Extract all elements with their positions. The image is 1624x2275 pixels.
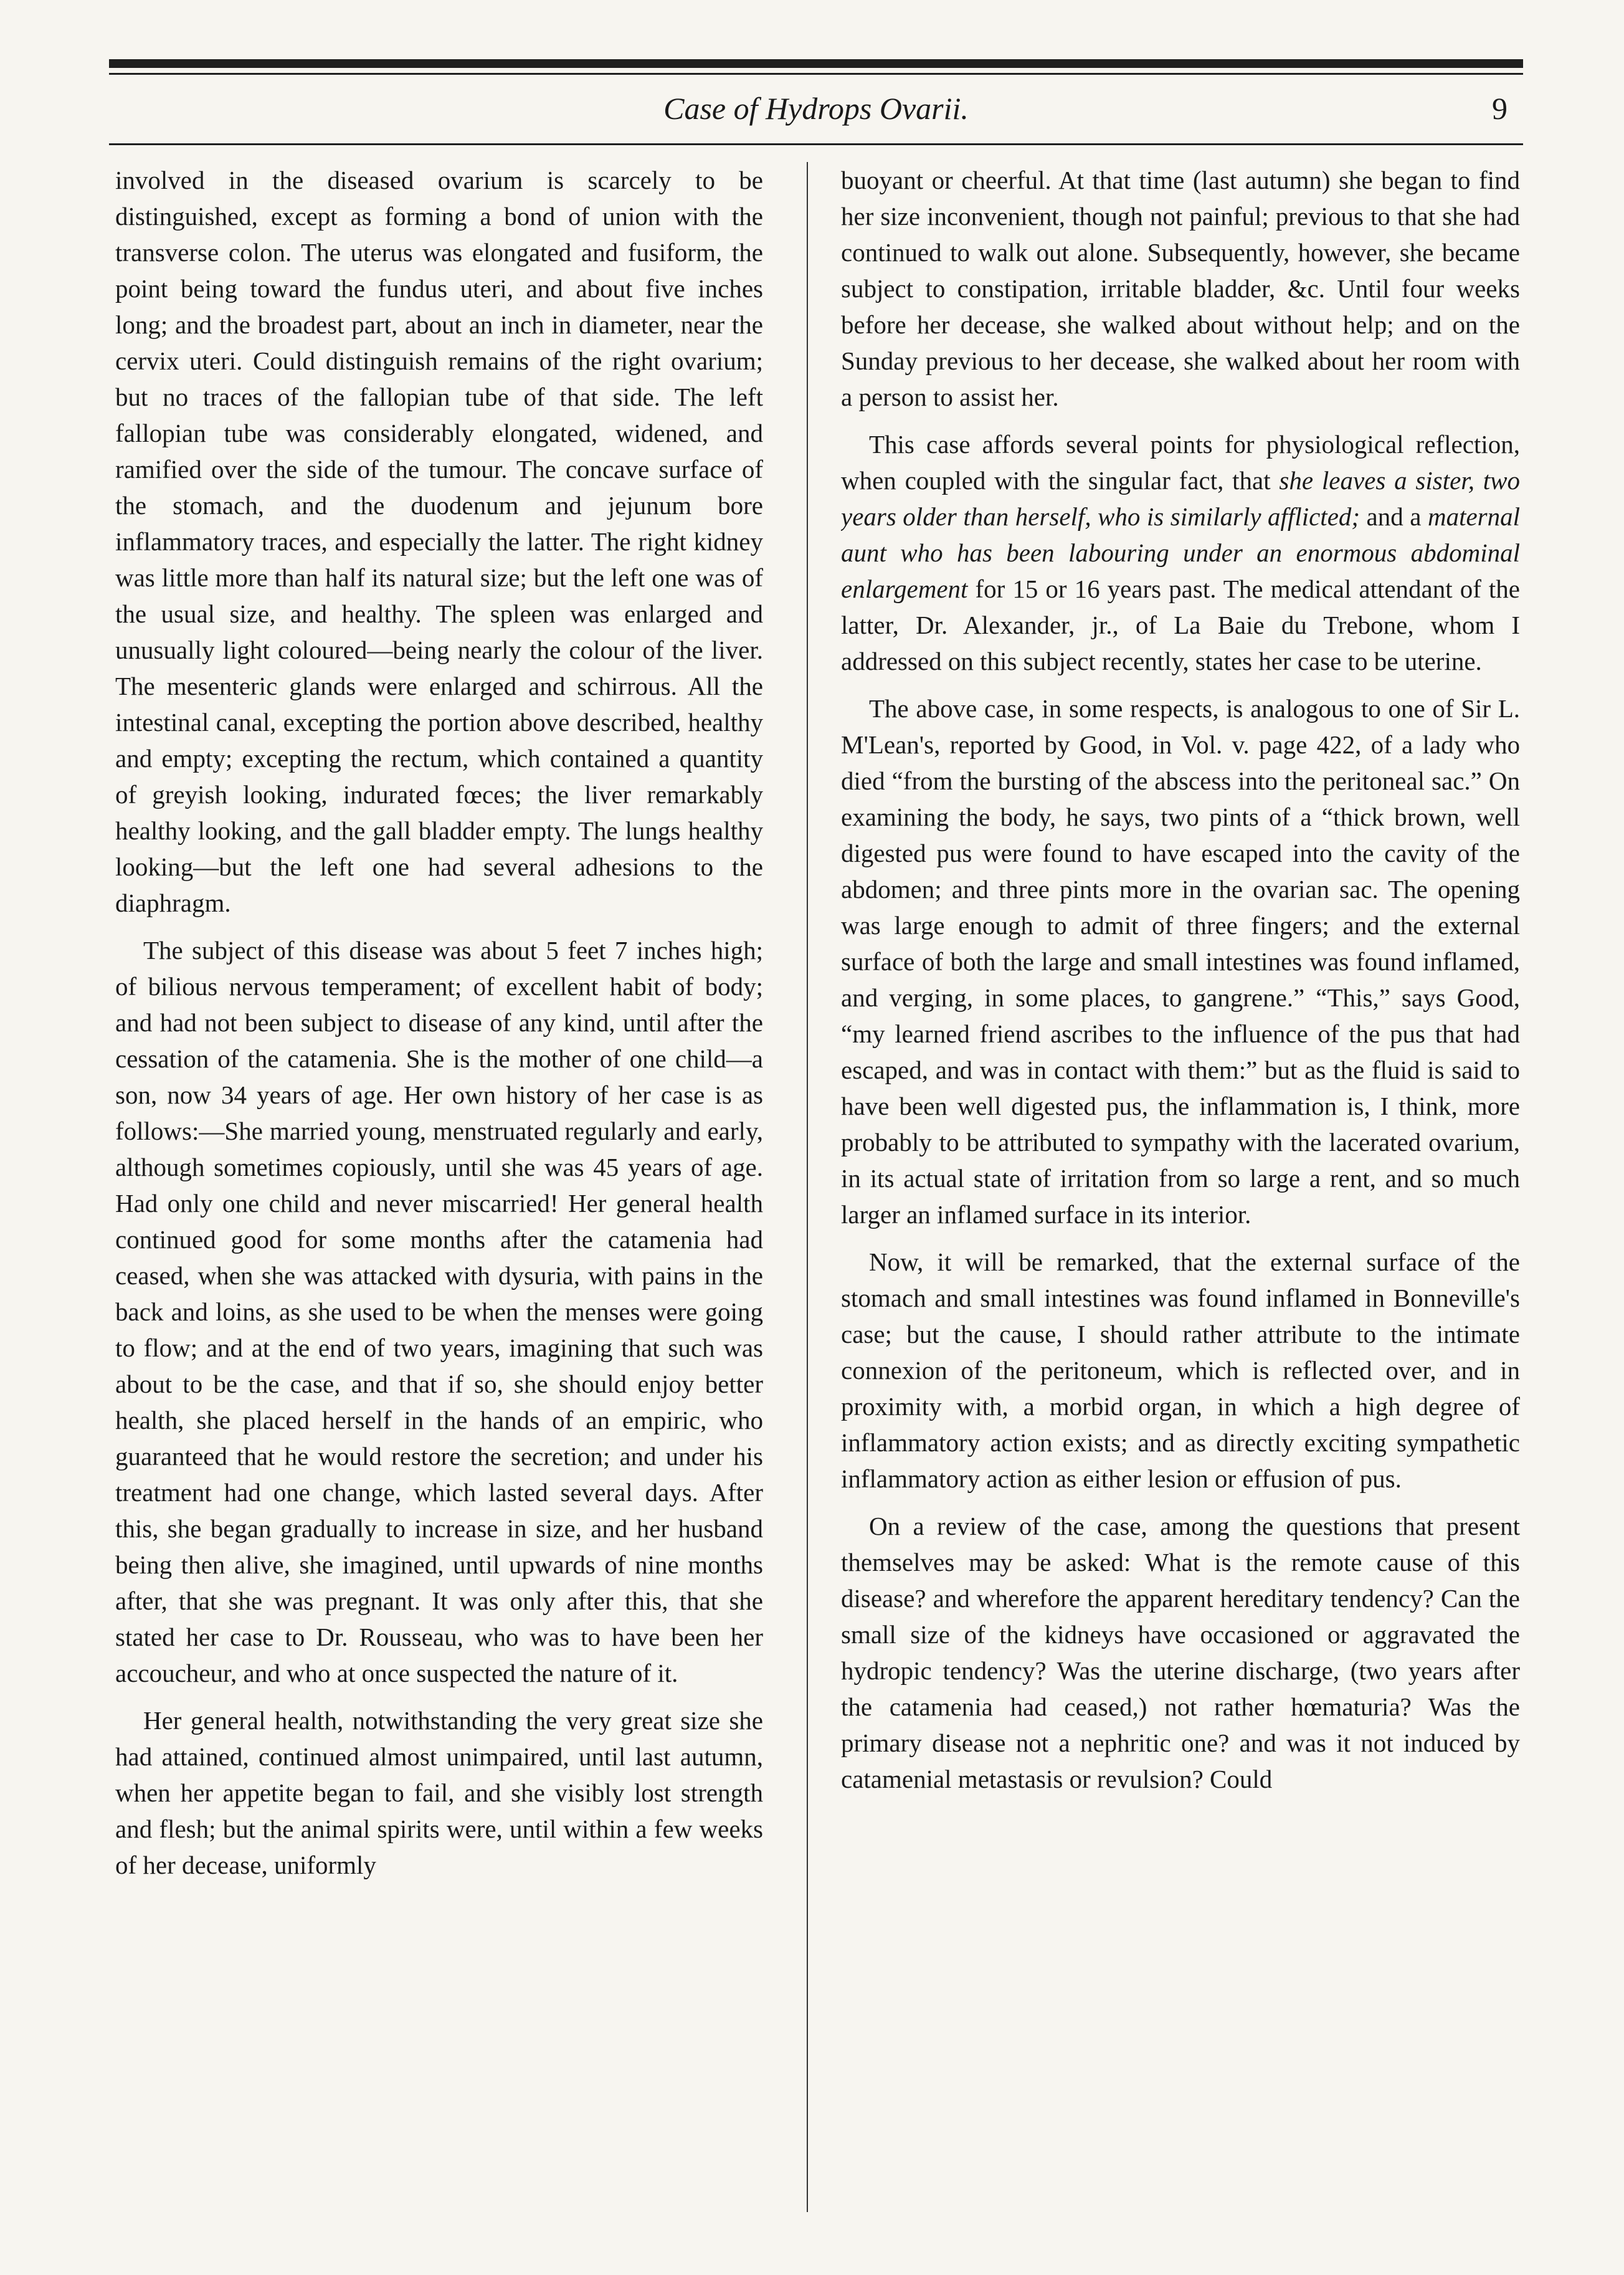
paragraph: Her general health, notwithstanding the very great size she had attained, continued almost unimpaired, until last autumn, when her appetite began to fail, and she visibly lost strength and flesh; but the animal spirits were, until within a few weeks of her decease, uniformly: [115, 1706, 763, 1879]
top-rule-thin: [109, 73, 1523, 75]
text-run: This case affords several points for physiological reflection, when coupled with the singular fact, that: [841, 430, 1520, 495]
paragraph: buoyant or cheerful. At that time (last autumn) she began to find her size inconvenient, though not painful; previous to that she had continued to walk out alone. Subsequently, however, she became subject to constipation, irritable bladder, &c. Until four weeks before her decease, she walked about without help; and on the Sunday previous to her decease, she walked about her room with a person to assist her.: [841, 166, 1520, 411]
paragraph: The subject of this disease was about 5 feet 7 inches high; of bilious nervous temperament; of excellent habit of body; and had not been subject to disease of any kind, until after the cessation of the catamenia. She is the mother of one child—a son, now 34 years of age. Her own history of her case is as follows:—She married young, menstruated regularly and early, although sometimes copiously, until she was 45 years of age. Had only one child and never miscarried! Her general health continued good for some months after the catamenia had ceased, when she was attacked with dysuria, with pains in the back and loins, as she used to be when the menses were going to flow; and at the end of two years, imagining that such was about to be the case, and that if so, she should enjoy better health, she placed herself in the hands of an empiric, who guaranteed that he would restore the secretion; and under his treatment had one change, which lasted several days. After this, she began gradually to increase in size, and her husband being then alive, she imagined, until upwards of nine months after, that she was pregnant. It was only after this, that she stated her case to Dr. Rousseau, who was to have been her accoucheur, and who at once suspected the nature of it.: [115, 936, 763, 1687]
text-run: and a: [1360, 502, 1428, 531]
paragraph: involved in the diseased ovarium is scarcely to be distinguished, except as forming a bond of union with the transverse colon. The uterus was elongated and fusiform, the point being toward the fundus uteri, and about five inches long; and the broadest part, about an inch in diameter, near the cervix uteri. Could distinguish remains of the right ovarium; but no traces of the fallopian tube of that side. The left fallopian tube was considerably elongated, widened, and ramified over the side of the tumour. The concave surface of the stomach, and the duodenum and jejunum bore inflammatory traces, and especially the latter. The right kidney was little more than half its natural size; but the left one was of the usual size, and healthy. The spleen was enlarged and unusually light coloured—being nearly the colour of the liver. The mesenteric glands were enlarged and schirrous. All the intestinal canal, excepting the portion above described, healthy and empty; excepting the rectum, which contained a quantity of greyish looking, indurated fœces; the liver remarkably healthy looking, and the gall bladder empty. The lungs healthy looking—but the left one had several adhesions to the diaphragm.: [115, 166, 763, 917]
left-column: [115, 162, 763, 2212]
right-column: [841, 162, 1520, 2212]
text-run: for 15 or 16 years past. The medical attendant of the latter, Dr. Alexander, jr., of La Baie du Trebone, whom I addressed on this subject recently, states her case to be uterine.: [841, 575, 1520, 675]
italic-run: she leaves a sister, two years older than herself, who is similarly afflicted;: [841, 466, 1520, 531]
header-rule: [109, 143, 1523, 145]
top-rule-thick: [109, 59, 1523, 68]
paragraph: The above case, in some respects, is analogous to one of Sir L. M'Lean's, reported by Good, in Vol. v. page 422, of a lady who died “from the bursting of the abscess into the peritoneal sac.” On examining the body, he says, two pints of a “thick brown, well digested pus were found to have escaped into the cavity of the abdomen; and three pints more in the ovarian sac. The opening was large enough to admit of three fingers; and the external surface of both the large and small intestines was found inflamed, and verging, in some places, to gangrene.” “This,” says Good, “my learned friend ascribes to the influence of the pus that had escaped, and was in contact with them:” but as the fluid is said to have been well digested pus, the inflammation is, I think, more probably to be attributed to sympathy with the lacerated ovarium, in its actual state of irritation from so large a rent, and so much larger an inflamed surface in its interior.: [841, 694, 1520, 1229]
running-title: Case of Hydrops Ovarii.: [663, 91, 969, 126]
page-number: 9: [1492, 91, 1508, 126]
italic-run: maternal aunt who has been labouring under an enormous abdominal enlargement: [841, 502, 1520, 603]
page: [109, 59, 1523, 2228]
paragraph: [841, 426, 1520, 679]
paragraph: Now, it will be remarked, that the external surface of the stomach and small intestines was found inflamed in Bonneville's case; but the cause, I should rather attribute to the intimate connexion of the peritoneum, which is reflected over, and in proximity with, a morbid organ, in which a high degree of inflammatory action exists; and as directly exciting sympathetic inflammatory action as either lesion or effusion of pus.: [841, 1247, 1520, 1493]
page-header: [109, 84, 1523, 140]
column-divider: [807, 162, 808, 2212]
paragraph: On a review of the case, among the questions that present themselves may be asked: What is the remote cause of this disease? and wherefore the apparent hereditary tendency? Can the small size of the kidneys have occasioned or aggravated the hydropic tendency? Was the uterine discharge, (two years after the catamenia had ceased,) not rather hœmaturia? Was the primary disease not a nephritic one? and was it not induced by catamenial metastasis or revulsion? Could: [841, 1512, 1520, 1793]
